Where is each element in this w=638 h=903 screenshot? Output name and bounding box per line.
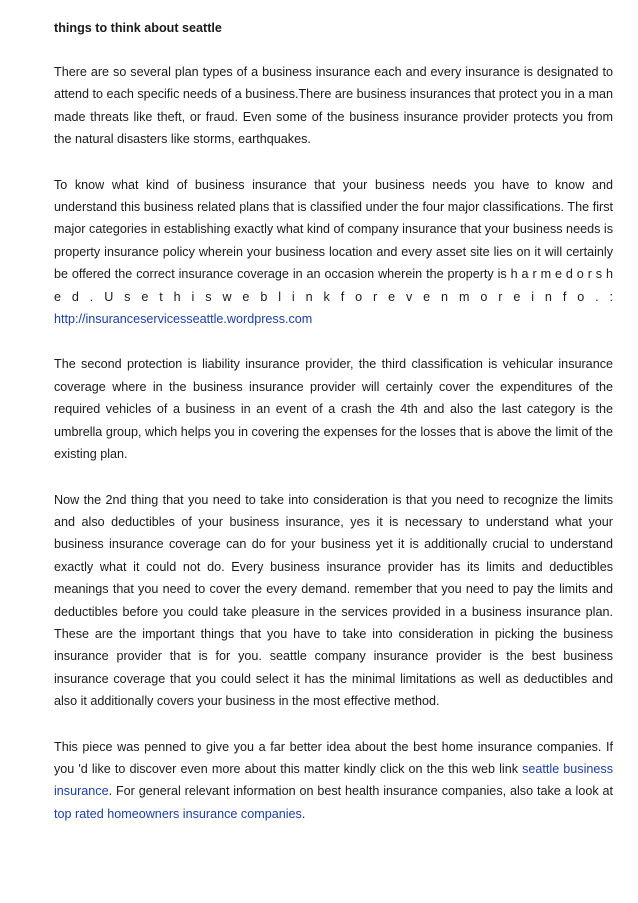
top-rated-homeowners-insurance-link[interactable]: top rated homeowners insurance companies bbox=[54, 806, 302, 821]
paragraph-2-text: To know what kind of business insurance that your business needs you have to know and understand this business related plans that is classified under the four major classifications. The first major categories in establishing exactly what kind of company insurance that your business needs is property insurance policy wherein your business location and every asset site lies on it will certainly be offered the correct insurance coverage in an occasion wherein the property is bbox=[54, 177, 613, 282]
paragraph-5-text-middle: . For general relevant information on best health insurance companies, also take a look at bbox=[108, 784, 613, 799]
paragraph-2-spaced-text: h a r m e d o r s h e d . U s e t h i s w e b l i n k f o r e v e n m o r e i n f o . : bbox=[54, 267, 614, 304]
paragraph-4: Now the 2nd thing that you need to take into consideration is that you need to recognize the limits and also deductibles of your business insurance, yes it is necessary to understand what your business insurance coverage can do for your business yet it is additionally crucial to understand exactly what it could not do. Every business insurance provider has its limits and deductibles meanings that you need to cover the every demand. remember that you need to pay the limits and deductibles before you could take pleasure in the services provided in a business insurance plan. These are the important things that you have to take into consideration in picking the business insurance provider that is for you. seattle company insurance provider is the best business insurance coverage that you could select it has the minimal limitations as well as deductibles and also it additionally covers your business in the most effective method. bbox=[54, 492, 613, 709]
paragraph-2 bbox=[54, 174, 613, 331]
paragraph-3: The second protection is liability insurance provider, the third classification is vehicular insurance coverage where in the business insurance provider will certainly cover the expenditures of the required vehicles of a business in an event of a crash the 4th and also the last category is the umbrella group, which helps you in covering the expenses for the losses that is above the limit of the existing plan. bbox=[54, 357, 613, 462]
paragraph-5-text-before: This piece was penned to give you a far better idea about the best home insurance companies. If you 'd like to discover even more about this matter kindly click on the this web link bbox=[54, 739, 613, 776]
paragraph-5 bbox=[54, 736, 613, 826]
insurance-services-seattle-link[interactable]: http://insuranceservicesseattle.wordpress.com bbox=[54, 312, 313, 327]
document-page bbox=[54, 17, 613, 848]
paragraph-5-text-after: . bbox=[301, 806, 306, 821]
paragraph-1: There are so several plan types of a business insurance each and every insurance is designated to attend to each specific needs of a business.There are business insurances that protect you in a man made threats like theft, or fraud. Even some of the business insurance provider protects you from the natural disasters like storms, earthquakes. bbox=[54, 65, 613, 147]
document-title: things to think about seattle bbox=[54, 21, 222, 35]
seattle-business-insurance-link[interactable]: seattle business insurance bbox=[54, 761, 614, 799]
